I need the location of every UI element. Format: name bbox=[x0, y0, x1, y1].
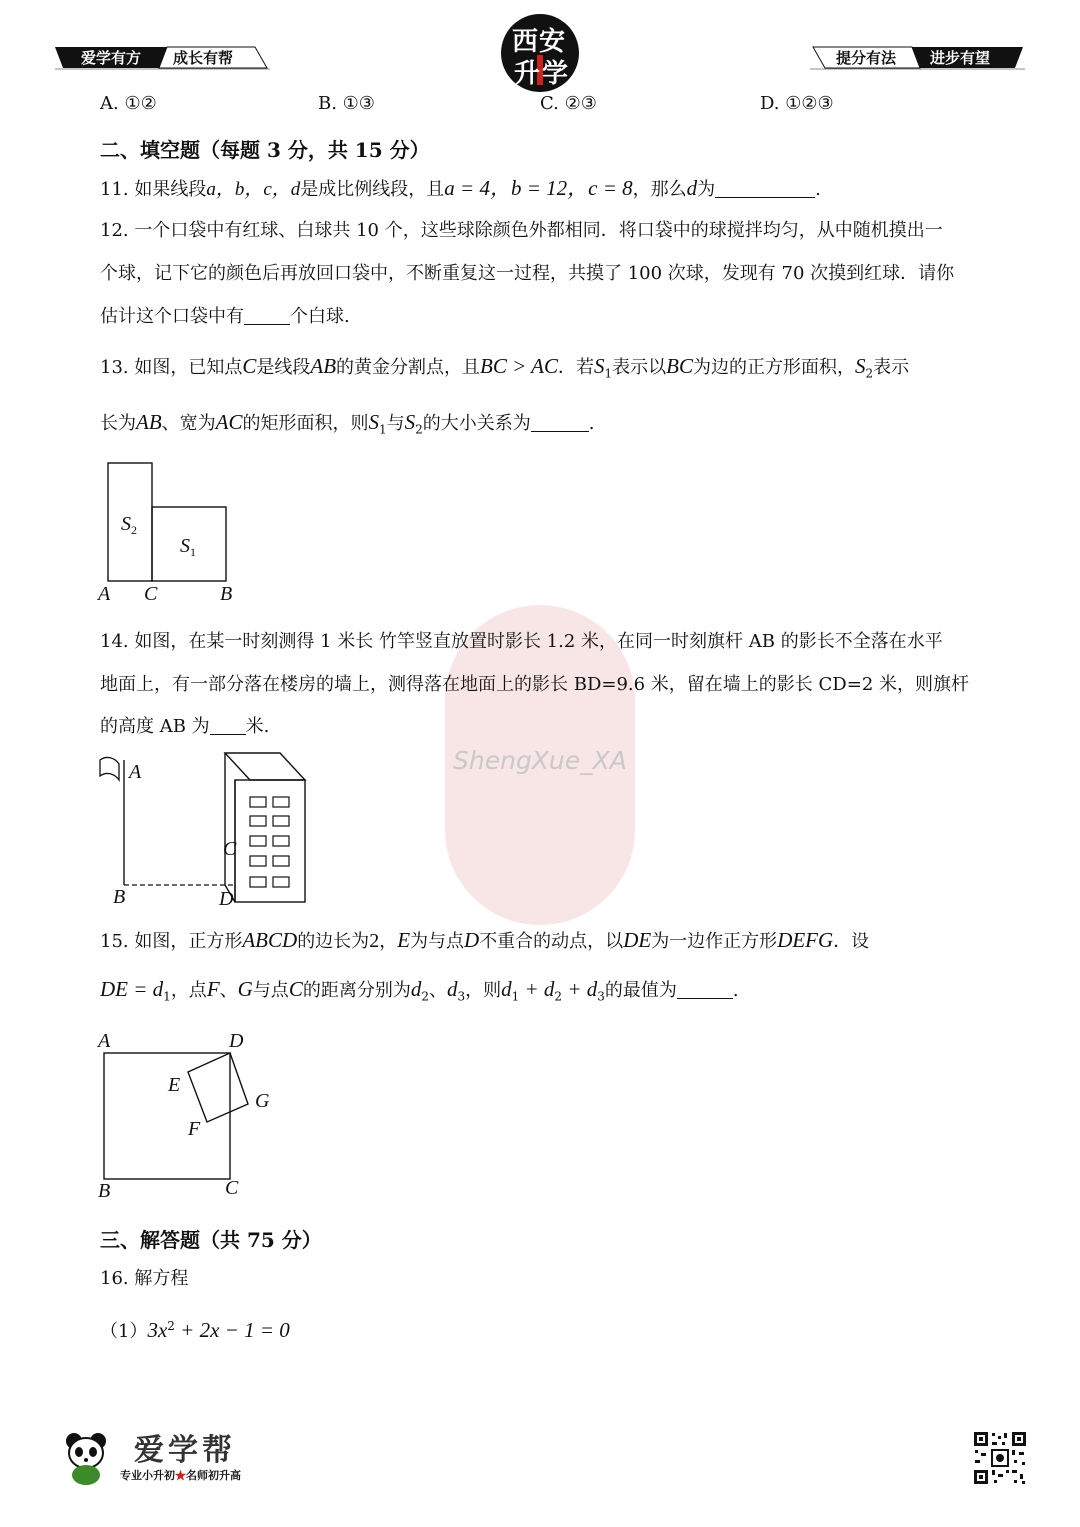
label-a: A bbox=[98, 1030, 111, 1052]
footer-brand: 爱学帮 bbox=[134, 1433, 236, 1468]
q15-l1j: DE bbox=[623, 928, 652, 952]
label-c: C bbox=[225, 1177, 239, 1199]
q11-d: d bbox=[686, 176, 698, 200]
q13-l1h: S bbox=[594, 354, 605, 378]
star-icon: ★ bbox=[175, 1469, 186, 1482]
q11-answer-blank bbox=[715, 179, 815, 198]
q15-l2l: 、 bbox=[428, 980, 447, 1001]
figure-13 bbox=[95, 455, 245, 610]
q14-line-2: 地面上，有一部分落在楼房的墙上，测得落在地面上的影长 BD=9.6 米，留在墙上的影长 CD=2 米，则旗杆 bbox=[100, 674, 969, 695]
figure-14 bbox=[95, 750, 320, 912]
q15-l1c: 的边长为 bbox=[297, 931, 370, 952]
q13-answer-blank bbox=[531, 413, 589, 432]
q15-l2c: ，点 bbox=[170, 980, 207, 1001]
q15-l2s: 2 bbox=[554, 989, 563, 1004]
q15-l2j: d bbox=[410, 977, 422, 1001]
q12-line-2: 个球，记下它的颜色后再放回口袋中，不断重复这一过程，共摸了 100 次球，发现有 70 次摸到红球．请你 bbox=[100, 263, 955, 284]
q15-l1l: DEFG bbox=[777, 928, 834, 952]
label-b: B bbox=[113, 886, 126, 908]
q15-l2h: C bbox=[288, 977, 303, 1001]
q15-l2n: 3 bbox=[457, 989, 466, 1004]
q13-l2j: 2 bbox=[415, 422, 423, 437]
label-b: B bbox=[220, 583, 233, 605]
q13-l2c: 、宽为 bbox=[161, 413, 216, 434]
flag-icon bbox=[100, 757, 119, 780]
q12-line-1: 12. 一个口袋中有红球、白球共 10 个，这些球除颜色外都相同．将口袋中的球搅拌均匀，从中随机摸出一 bbox=[100, 220, 943, 241]
q16-p1a: （1） bbox=[100, 1321, 148, 1342]
label-a: A bbox=[98, 583, 111, 605]
q13-l1e: 的黄金分割点，且 bbox=[336, 357, 481, 378]
right-tag-2: 进步有望 bbox=[930, 49, 991, 67]
section3-title: 三、解答题（共 75 分） bbox=[100, 1228, 322, 1252]
q12-line-3a: 估计这个口袋中有 bbox=[100, 306, 244, 327]
q14-line-1: 14. 如图，在某一时刻测得 1 米长 竹竿竖直放置时影长 1.2 米，在同一时刻旗杆 AB 的影长不全落在水平 bbox=[100, 631, 943, 652]
q16-p1d: + 2x − 1 = 0 bbox=[174, 1318, 290, 1342]
logo-line-2: 升学 bbox=[514, 59, 571, 89]
q14-line-3b: 米. bbox=[245, 716, 270, 737]
q15-l1e: ， bbox=[379, 931, 398, 952]
q15-l2r: + d bbox=[519, 977, 555, 1001]
q15-l2p: d bbox=[501, 977, 512, 1001]
q15-line-2 bbox=[100, 977, 739, 1004]
label-d: D bbox=[219, 888, 234, 910]
header-right-banner bbox=[810, 44, 1025, 70]
q14-line-3a: 的高度 AB 为 bbox=[100, 716, 210, 737]
label-c: C bbox=[144, 583, 158, 605]
label-g: G bbox=[255, 1090, 270, 1112]
q15-l2w: . bbox=[732, 980, 739, 1001]
q15-l2u: 3 bbox=[597, 989, 605, 1004]
q15-l2v: 的最值为 bbox=[604, 980, 677, 1001]
q11-vars: a，b，c，d bbox=[206, 179, 301, 200]
building-front bbox=[235, 780, 305, 902]
q11-text-5: ，那么 bbox=[632, 179, 687, 200]
q15-l1d: 2 bbox=[369, 930, 380, 952]
q13-l2f: S bbox=[368, 410, 379, 434]
label-s2: $S_2$ bbox=[121, 513, 137, 537]
building-windows bbox=[250, 797, 289, 887]
question-11 bbox=[100, 176, 821, 202]
q14-line-3 bbox=[100, 716, 269, 738]
q13-l2a: 长为 bbox=[100, 413, 136, 434]
q13-l1j: 表示以 bbox=[612, 357, 667, 378]
q13-l1o: 表示 bbox=[873, 357, 910, 378]
q14-answer-blank bbox=[210, 716, 246, 735]
q13-l1f: BC > AC bbox=[480, 354, 558, 378]
q15-l2q: 1 bbox=[511, 989, 520, 1004]
label-d: D bbox=[229, 1030, 244, 1052]
footer-slogan bbox=[120, 1467, 241, 1483]
q13-l1b: C bbox=[242, 354, 257, 378]
q13-l2g: 1 bbox=[379, 422, 387, 437]
footer-logo bbox=[58, 1425, 278, 1490]
q15-l1a: 15. 如图，正方形 bbox=[100, 931, 243, 952]
q13-l2l: . bbox=[588, 413, 595, 434]
slogan-b: 名师初升高 bbox=[186, 1469, 241, 1482]
square-defg bbox=[188, 1053, 248, 1122]
label-b: B bbox=[98, 1180, 111, 1202]
watermark-text: ShengXue_XA bbox=[453, 746, 627, 775]
q15-l1f: E bbox=[397, 928, 411, 952]
q15-l2m: d bbox=[446, 977, 458, 1001]
q15-l1k: 为一边作正方形 bbox=[651, 931, 778, 952]
q13-l1n: 2 bbox=[865, 366, 874, 381]
q15-l1b: ABCD bbox=[242, 928, 298, 952]
q15-l2f: G bbox=[237, 977, 253, 1001]
q15-l2a: DE = d bbox=[100, 977, 164, 1001]
q13-l1i: 1 bbox=[604, 366, 613, 381]
q15-line-1 bbox=[100, 928, 869, 953]
q12-line-3b: 个白球. bbox=[290, 306, 350, 327]
q13-l2d: AC bbox=[215, 410, 243, 434]
logo-line-1: 西安 bbox=[512, 27, 567, 57]
label-a: A bbox=[129, 761, 142, 783]
q15-l2k: 2 bbox=[421, 989, 429, 1004]
q13-l2b: AB bbox=[136, 410, 162, 434]
option-a: A. ①② bbox=[100, 93, 157, 114]
q11-text-7: 为 bbox=[697, 179, 716, 200]
q13-l1g: ．若 bbox=[558, 357, 594, 378]
slogan-a: 专业小升初 bbox=[120, 1469, 175, 1482]
q15-l2o: ，则 bbox=[465, 980, 502, 1001]
label-f: F bbox=[188, 1118, 201, 1140]
q16-p1b: 3x bbox=[147, 1318, 168, 1342]
panda-icon bbox=[58, 1429, 114, 1485]
q15-l2i: 的距离分别为 bbox=[302, 980, 411, 1001]
site-logo bbox=[500, 13, 580, 93]
q15-l2e: 、 bbox=[219, 980, 238, 1001]
square-abcd bbox=[104, 1053, 230, 1179]
figure-15 bbox=[95, 1028, 280, 1203]
q15-l1m: ．设 bbox=[833, 931, 870, 952]
qr-code-icon bbox=[972, 1430, 1028, 1486]
q11-period: . bbox=[815, 179, 821, 200]
option-d: D. ①②③ bbox=[760, 93, 834, 114]
label-s1: $S_1$ bbox=[180, 535, 196, 559]
section2-title: 二、填空题（每题 3 分，共 15 分） bbox=[100, 138, 430, 162]
q15-l1i: 不重合的动点，以 bbox=[479, 931, 624, 952]
q13-l1c: 是线段 bbox=[256, 357, 311, 378]
q16-title: 16. 解方程 bbox=[100, 1268, 189, 1289]
label-c: C bbox=[223, 838, 237, 860]
q13-l2e: 的矩形面积，则 bbox=[242, 413, 369, 434]
q13-line-2 bbox=[100, 410, 595, 437]
q15-answer-blank bbox=[677, 980, 733, 999]
q15-l2b: 1 bbox=[163, 989, 171, 1004]
q13-line-1 bbox=[100, 354, 909, 381]
q13-l1a: 13. 如图，已知点 bbox=[100, 357, 243, 378]
label-e: E bbox=[168, 1074, 181, 1096]
option-b: B. ①③ bbox=[318, 93, 375, 114]
q16-p1c: 2 bbox=[167, 1319, 175, 1333]
q13-l1k: BC bbox=[666, 354, 693, 378]
building-roof bbox=[225, 753, 305, 780]
q13-l1m: S bbox=[854, 354, 866, 378]
q15-l2d: F bbox=[206, 977, 220, 1001]
q15-l2t: + d bbox=[562, 977, 598, 1001]
q11-text-3: 是成比例线段，且 bbox=[300, 179, 445, 200]
q11-values: a = 4，b = 12，c = 8 bbox=[444, 176, 633, 200]
option-c: C. ②③ bbox=[540, 93, 597, 114]
q13-l1l: 为边的正方形面积， bbox=[692, 357, 855, 378]
header-left-banner bbox=[55, 44, 270, 70]
q13-l2i: S bbox=[404, 410, 416, 434]
q15-l2g: 与点 bbox=[252, 980, 289, 1001]
q12-line-3 bbox=[100, 306, 350, 328]
q13-l2k: 的大小关系为 bbox=[422, 413, 531, 434]
q15-l1g: 为与点 bbox=[410, 931, 465, 952]
building-side bbox=[225, 753, 235, 902]
q13-l2h: 与 bbox=[386, 413, 405, 434]
right-tag-1: 提分有法 bbox=[836, 49, 897, 67]
q12-answer-blank bbox=[244, 306, 290, 325]
left-tag-1: 爱学有方 bbox=[81, 49, 142, 67]
left-tag-2: 成长有帮 bbox=[173, 49, 234, 67]
q13-l1d: AB bbox=[310, 354, 337, 378]
q16-part-1 bbox=[100, 1318, 290, 1343]
q11-text-1: 11. 如果线段 bbox=[100, 179, 207, 200]
q15-l1h: D bbox=[464, 928, 480, 952]
